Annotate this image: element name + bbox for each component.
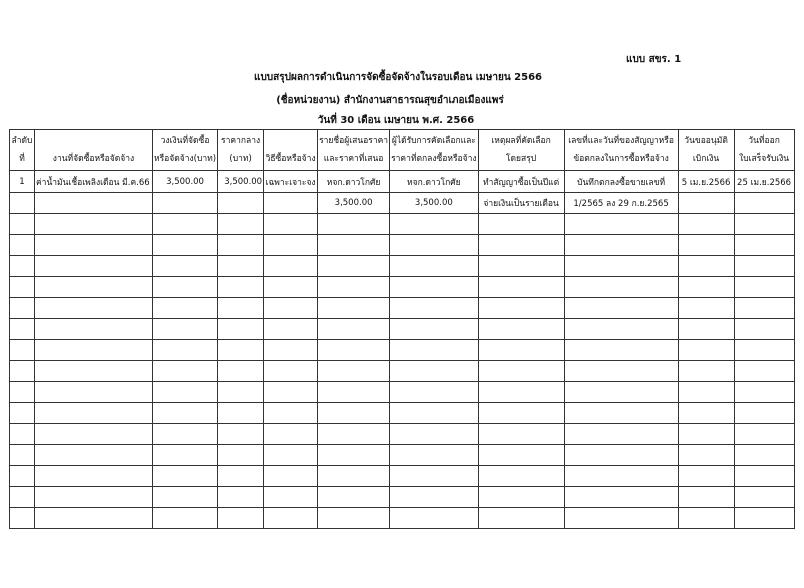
empty-cell [478, 340, 564, 361]
empty-cell [734, 361, 794, 382]
cell-contract: บันทึกตกลงซื้อขายเลขที่ [564, 171, 678, 193]
empty-cell [318, 256, 390, 277]
empty-table-row [10, 319, 795, 340]
empty-cell [153, 214, 218, 235]
empty-cell [35, 445, 153, 466]
empty-cell [678, 319, 734, 340]
empty-cell [390, 361, 478, 382]
empty-cell [153, 424, 218, 445]
empty-cell [564, 487, 678, 508]
empty-cell [318, 214, 390, 235]
cell-reason: จ่ายเงินเป็นรายเดือน [478, 193, 564, 214]
empty-cell [35, 466, 153, 487]
empty-cell [478, 403, 564, 424]
empty-cell [318, 298, 390, 319]
empty-cell [264, 466, 318, 487]
cell-selected-vendor: 3,500.00 [390, 193, 478, 214]
empty-table-row [10, 382, 795, 403]
empty-cell [390, 256, 478, 277]
empty-cell [153, 361, 218, 382]
cell-bidders: หจก.ดาวโกศัย [318, 171, 390, 193]
empty-cell [478, 424, 564, 445]
empty-cell [35, 277, 153, 298]
empty-cell [153, 403, 218, 424]
empty-cell [478, 445, 564, 466]
empty-cell [10, 235, 35, 256]
cell-approval-date: 5 เม.ย.2566 [678, 171, 734, 193]
empty-cell [264, 214, 318, 235]
empty-cell [734, 214, 794, 235]
empty-cell [218, 508, 264, 529]
empty-cell [264, 340, 318, 361]
empty-cell [564, 424, 678, 445]
empty-cell [318, 235, 390, 256]
empty-cell [153, 466, 218, 487]
empty-cell [10, 214, 35, 235]
empty-cell [35, 319, 153, 340]
empty-cell [35, 487, 153, 508]
empty-cell [678, 508, 734, 529]
empty-cell [35, 424, 153, 445]
empty-cell [734, 256, 794, 277]
empty-table-row [10, 424, 795, 445]
empty-cell [734, 508, 794, 529]
empty-cell [390, 403, 478, 424]
cell-item-no: 1 [10, 171, 35, 193]
header-contract: เลขที่และวันที่ของสัญญาหรือ ข้อตกลงในการซื้อหรือจ้าง [564, 130, 678, 171]
empty-cell [35, 340, 153, 361]
empty-cell [264, 256, 318, 277]
empty-cell [218, 277, 264, 298]
empty-table-row [10, 487, 795, 508]
empty-cell [478, 277, 564, 298]
empty-cell [10, 277, 35, 298]
empty-cell [478, 466, 564, 487]
header-selected-vendor: ผู้ได้รับการคัดเลือกและ ราคาที่ตกลงซื้อหรือจ้าง [390, 130, 478, 171]
empty-cell [564, 466, 678, 487]
cell-bidders: 3,500.00 [318, 193, 390, 214]
empty-cell [264, 277, 318, 298]
empty-cell [564, 319, 678, 340]
empty-cell [678, 340, 734, 361]
empty-cell [318, 466, 390, 487]
empty-cell [734, 403, 794, 424]
empty-cell [218, 319, 264, 340]
empty-cell [153, 445, 218, 466]
empty-cell [264, 361, 318, 382]
empty-cell [153, 382, 218, 403]
header-approval-date: วันขออนุมัติ เบิกเงิน [678, 130, 734, 171]
empty-cell [318, 403, 390, 424]
empty-cell [734, 340, 794, 361]
table-header-row [10, 130, 795, 171]
empty-cell [10, 508, 35, 529]
empty-cell [318, 424, 390, 445]
empty-cell [318, 382, 390, 403]
empty-cell [564, 298, 678, 319]
empty-cell [564, 277, 678, 298]
empty-cell [734, 298, 794, 319]
empty-cell [218, 445, 264, 466]
empty-cell [218, 487, 264, 508]
empty-cell [678, 487, 734, 508]
empty-cell [35, 256, 153, 277]
empty-cell [264, 235, 318, 256]
empty-cell [478, 382, 564, 403]
empty-cell [678, 277, 734, 298]
header-item-no: ลำดับ ที่ [10, 130, 35, 171]
empty-cell [153, 340, 218, 361]
empty-cell [390, 445, 478, 466]
empty-cell [264, 382, 318, 403]
cell-selected-vendor: หจก.ดาวโกศัย [390, 171, 478, 193]
empty-cell [10, 382, 35, 403]
empty-cell [35, 298, 153, 319]
cell-item-no [10, 193, 35, 214]
empty-cell [390, 319, 478, 340]
header-method: วิธีซื้อหรือจ้าง [264, 130, 318, 171]
empty-cell [218, 466, 264, 487]
empty-cell [218, 235, 264, 256]
empty-cell [10, 340, 35, 361]
empty-cell [153, 235, 218, 256]
table-row [10, 193, 795, 214]
empty-cell [564, 403, 678, 424]
cell-median-price [218, 193, 264, 214]
header-budget: วงเงินที่จัดซื้อ หรือจัดจ้าง(บาท) [153, 130, 218, 171]
cell-method [264, 193, 318, 214]
empty-cell [390, 466, 478, 487]
empty-cell [318, 361, 390, 382]
header-bidders: รายชื่อผู้เสนอราคา และราคาที่เสนอ [318, 130, 390, 171]
empty-table-row [10, 256, 795, 277]
cell-procurement-item: ค่าน้ำมันเชื้อเพลิงเดือน มี.ค.66 [35, 171, 153, 193]
empty-cell [218, 256, 264, 277]
empty-table-row [10, 466, 795, 487]
empty-cell [318, 487, 390, 508]
empty-cell [218, 361, 264, 382]
empty-cell [35, 508, 153, 529]
cell-contract: 1/2565 ลง 29 ก.ย.2565 [564, 193, 678, 214]
cell-receipt-date [734, 193, 794, 214]
empty-cell [478, 298, 564, 319]
empty-cell [153, 319, 218, 340]
empty-cell [678, 382, 734, 403]
empty-table-row [10, 214, 795, 235]
empty-table-row [10, 340, 795, 361]
empty-cell [564, 235, 678, 256]
empty-table-row [10, 403, 795, 424]
empty-cell [318, 319, 390, 340]
procurement-summary-table [9, 129, 795, 529]
empty-cell [390, 424, 478, 445]
empty-cell [390, 508, 478, 529]
empty-cell [390, 298, 478, 319]
empty-cell [10, 424, 35, 445]
empty-cell [678, 256, 734, 277]
empty-cell [678, 235, 734, 256]
empty-cell [10, 487, 35, 508]
empty-cell [734, 235, 794, 256]
empty-cell [218, 403, 264, 424]
empty-cell [678, 361, 734, 382]
header-receipt-date: วันที่ออก ใบเสร็จรับเงิน [734, 130, 794, 171]
empty-cell [318, 340, 390, 361]
empty-table-row [10, 298, 795, 319]
empty-cell [153, 256, 218, 277]
empty-cell [264, 487, 318, 508]
empty-cell [678, 403, 734, 424]
empty-cell [10, 445, 35, 466]
empty-cell [318, 277, 390, 298]
empty-cell [390, 487, 478, 508]
cell-approval-date [678, 193, 734, 214]
header-procurement-item: งานที่จัดซื้อหรือจัดจ้าง [35, 130, 153, 171]
empty-cell [35, 214, 153, 235]
cell-budget: 3,500.00 [153, 171, 218, 193]
empty-cell [478, 319, 564, 340]
empty-cell [153, 508, 218, 529]
empty-cell [10, 298, 35, 319]
empty-cell [264, 403, 318, 424]
empty-cell [678, 466, 734, 487]
empty-cell [264, 508, 318, 529]
empty-cell [390, 277, 478, 298]
empty-cell [478, 256, 564, 277]
empty-cell [734, 319, 794, 340]
empty-cell [218, 382, 264, 403]
empty-cell [564, 445, 678, 466]
empty-cell [478, 235, 564, 256]
empty-cell [734, 445, 794, 466]
empty-cell [10, 256, 35, 277]
table-row [10, 171, 795, 193]
report-title: แบบสรุปผลการดำเนินการจัดซื้อจัดจ้างในรอบเดือน เมษายน 2566 [254, 72, 542, 83]
empty-cell [564, 214, 678, 235]
empty-cell [10, 361, 35, 382]
cell-procurement-item [35, 193, 153, 214]
empty-cell [264, 298, 318, 319]
empty-cell [264, 424, 318, 445]
empty-table-row [10, 277, 795, 298]
empty-cell [564, 256, 678, 277]
empty-cell [678, 445, 734, 466]
empty-cell [218, 424, 264, 445]
empty-cell [264, 319, 318, 340]
empty-cell [318, 508, 390, 529]
empty-cell [153, 277, 218, 298]
empty-cell [734, 382, 794, 403]
empty-cell [390, 235, 478, 256]
empty-cell [218, 340, 264, 361]
empty-cell [734, 487, 794, 508]
empty-cell [35, 361, 153, 382]
empty-cell [564, 340, 678, 361]
empty-cell [218, 298, 264, 319]
empty-cell [564, 382, 678, 403]
empty-cell [153, 298, 218, 319]
empty-cell [264, 445, 318, 466]
empty-table-row [10, 361, 795, 382]
empty-cell [318, 445, 390, 466]
cell-reason: ทำสัญญาซื้อเป็นปีแต่ [478, 171, 564, 193]
empty-cell [478, 214, 564, 235]
empty-table-row [10, 445, 795, 466]
empty-cell [734, 277, 794, 298]
cell-median-price: 3,500.00 [218, 171, 264, 193]
agency-name: (ชื่อหน่วยงาน) สำนักงานสาธารณสุขอำเภอเมืองแพร่ [276, 95, 504, 106]
empty-cell [564, 508, 678, 529]
header-reason: เหตุผลที่คัดเลือก โดยสรุป [478, 130, 564, 171]
form-code: แบบ สขร. 1 [626, 54, 682, 65]
empty-cell [218, 214, 264, 235]
empty-cell [478, 487, 564, 508]
empty-cell [10, 403, 35, 424]
empty-cell [478, 361, 564, 382]
cell-receipt-date: 25 เม.ย.2566 [734, 171, 794, 193]
empty-table-row [10, 235, 795, 256]
report-date: วันที่ 30 เดือน เมษายน พ.ศ. 2566 [317, 115, 475, 126]
empty-cell [153, 487, 218, 508]
empty-cell [390, 382, 478, 403]
empty-cell [35, 403, 153, 424]
empty-cell [678, 424, 734, 445]
empty-cell [478, 508, 564, 529]
empty-cell [564, 361, 678, 382]
empty-cell [678, 214, 734, 235]
empty-cell [678, 298, 734, 319]
empty-cell [10, 466, 35, 487]
empty-table-row [10, 508, 795, 529]
empty-cell [734, 424, 794, 445]
empty-cell [35, 235, 153, 256]
cell-method: เฉพาะเจาะจง [264, 171, 318, 193]
cell-budget [153, 193, 218, 214]
header-median-price: ราคากลาง (บาท) [218, 130, 264, 171]
empty-cell [10, 319, 35, 340]
empty-cell [734, 466, 794, 487]
empty-cell [390, 340, 478, 361]
empty-cell [35, 382, 153, 403]
empty-cell [390, 214, 478, 235]
